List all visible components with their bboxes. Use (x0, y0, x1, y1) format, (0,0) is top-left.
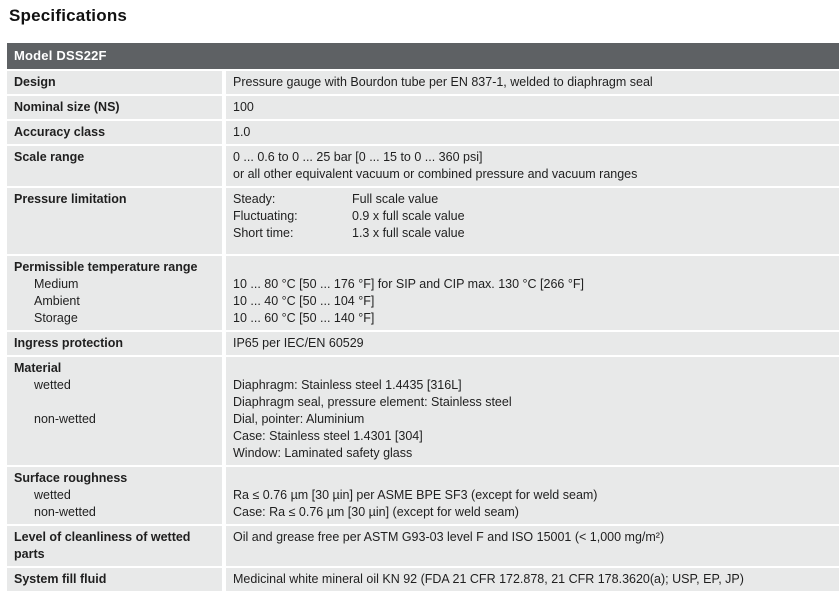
label-sub-storage: Storage (34, 311, 78, 325)
label-heading: Surface roughness (14, 471, 128, 485)
spacer (14, 394, 215, 411)
spec-row-cleanliness (7, 526, 839, 566)
value-line: Ra ≤ 0.76 µm [30 µin] per ASME BPE SF3 (except for weld seam) (233, 488, 598, 502)
spec-value: Pressure gauge with Bourdon tube per EN 837-1, welded to diaphragm seal (226, 71, 839, 94)
spec-label: Design (7, 71, 222, 94)
pressure-limitation-short-time (233, 225, 832, 242)
label-heading: Permissible temperature range (14, 260, 198, 274)
label-sub-medium: Medium (34, 277, 79, 291)
pressure-limitation-steady (233, 191, 832, 208)
label-heading: Material (14, 361, 62, 375)
label-sub-non-wetted: non-wetted (34, 412, 96, 426)
value-line: Diaphragm: Stainless steel 1.4435 [316L] (233, 378, 462, 392)
spec-value (226, 467, 839, 524)
spec-value: Oil and grease free per ASTM G93-03 level F and ISO 15001 (< 1,000 mg/m²) (226, 526, 839, 566)
subitem-name: Steady: (233, 192, 276, 206)
subitem-value: 0.9 x full scale value (352, 209, 465, 223)
spec-value (226, 256, 839, 330)
value-line: 10 ... 80 °C [50 ... 176 °F] for SIP and CIP max. 130 °C [266 °F] (233, 277, 584, 291)
spec-label (7, 256, 222, 330)
value-line: Window: Laminated safety glass (233, 446, 413, 460)
spec-row-system-fill-fluid (7, 568, 839, 591)
spec-row-temperature-range (7, 256, 839, 330)
value-line: or all other equivalent vacuum or combined pressure and vacuum ranges (233, 167, 638, 181)
spec-row-ingress-protection (7, 332, 839, 355)
pressure-limitation-fluctuating (233, 208, 832, 225)
label-sub-non-wetted: non-wetted (34, 505, 96, 519)
spec-value: IP65 per IEC/EN 60529 (226, 332, 839, 355)
subitem-name: Short time: (233, 226, 294, 240)
value-line: Case: Stainless steel 1.4301 [304] (233, 429, 423, 443)
spec-row-accuracy-class (7, 121, 839, 144)
spec-label: Pressure limitation (7, 188, 222, 254)
value-line: 10 ... 60 °C [50 ... 140 °F] (233, 311, 375, 325)
label-sub-ambient: Ambient (34, 294, 80, 308)
spec-value: 1.0 (226, 121, 839, 144)
spec-value (226, 188, 839, 254)
spec-label: System fill fluid (7, 568, 222, 591)
subitem-value: Full scale value (352, 192, 439, 206)
label-sub-wetted: wetted (34, 378, 71, 392)
spec-label: Level of cleanliness of wetted parts (7, 526, 222, 566)
value-line: Diaphragm seal, pressure element: Stainless steel (233, 395, 512, 409)
spec-label: Ingress protection (7, 332, 222, 355)
table-header-model: Model DSS22F (7, 43, 839, 69)
spec-row-design (7, 71, 839, 94)
value-line: Dial, pointer: Aluminium (233, 412, 365, 426)
spec-label: Scale range (7, 146, 222, 186)
spec-value: Medicinal white mineral oil KN 92 (FDA 21 CFR 172.878, 21 CFR 178.3620(a); USP, EP, JP) (226, 568, 839, 591)
spec-label: Accuracy class (7, 121, 222, 144)
subitem-name: Fluctuating: (233, 209, 298, 223)
spec-value (226, 357, 839, 465)
spec-row-material (7, 357, 839, 465)
spec-row-surface-roughness (7, 467, 839, 524)
page-title: Specifications (9, 6, 128, 25)
spec-label: Nominal size (NS) (7, 96, 222, 119)
spec-value: 100 (226, 96, 839, 119)
label-sub-wetted: wetted (34, 488, 71, 502)
specifications-table (7, 43, 839, 591)
subitem-value: 1.3 x full scale value (352, 226, 465, 240)
value-line: Case: Ra ≤ 0.76 µm [30 µin] (except for weld seam) (233, 505, 519, 519)
value-line: 0 ... 0.6 to 0 ... 25 bar [0 ... 15 to 0 ... 360 psi] (233, 150, 483, 164)
spec-label (7, 357, 222, 465)
spec-row-nominal-size (7, 96, 839, 119)
spec-row-pressure-limitation (7, 188, 839, 254)
value-line: 10 ... 40 °C [50 ... 104 °F] (233, 294, 375, 308)
spec-value (226, 146, 839, 186)
spec-row-scale-range (7, 146, 839, 186)
spec-label (7, 467, 222, 524)
